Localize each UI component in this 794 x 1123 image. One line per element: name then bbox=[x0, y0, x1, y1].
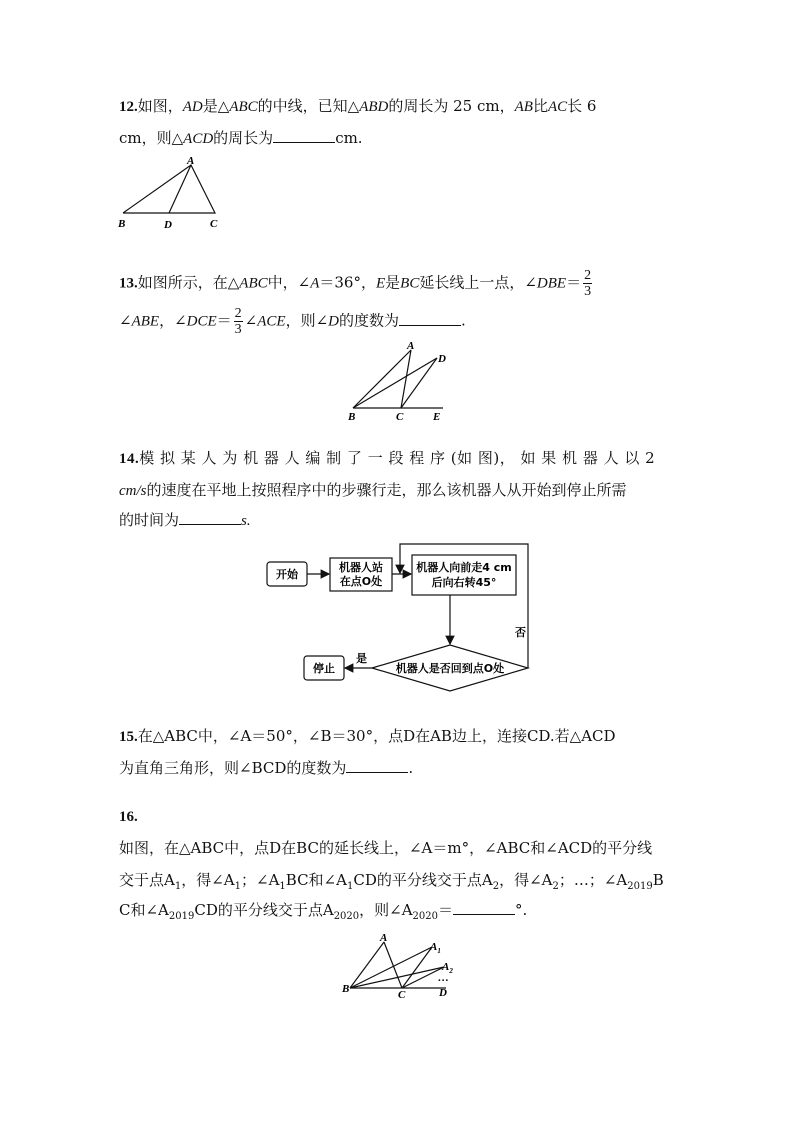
q13-figure bbox=[345, 340, 455, 424]
text: C和∠A bbox=[119, 901, 169, 919]
fraction-two-thirds bbox=[583, 268, 592, 299]
text: 是 bbox=[385, 273, 401, 292]
text: 的时间为 bbox=[119, 511, 180, 529]
label-c: C bbox=[398, 989, 406, 1001]
flow-start-label: 开始 bbox=[276, 568, 298, 581]
text: 是△ bbox=[202, 97, 230, 115]
text: ABC bbox=[229, 99, 258, 115]
subscript: 1 bbox=[279, 881, 286, 892]
flow-no-label: 否 bbox=[515, 626, 526, 639]
text: ，则∠ bbox=[285, 311, 329, 330]
subscript: 2019 bbox=[627, 881, 653, 892]
label-d: D bbox=[438, 353, 446, 365]
numerator: 2 bbox=[234, 306, 242, 321]
text: 交于点A bbox=[119, 871, 175, 889]
q13-line-2 bbox=[119, 306, 466, 337]
text: E bbox=[375, 275, 386, 292]
text: s. bbox=[241, 513, 251, 529]
subscript: 1 bbox=[174, 881, 182, 892]
text: 如图所示，在△ bbox=[137, 273, 240, 292]
text: 的中线，已知△ bbox=[257, 97, 360, 115]
text: cm，则△ bbox=[119, 129, 184, 147]
q13-line-1 bbox=[119, 268, 594, 299]
q15-line-1 bbox=[119, 726, 616, 747]
question-number: 15. bbox=[119, 729, 138, 745]
question-number: 13. bbox=[119, 275, 138, 292]
label-b: B bbox=[118, 218, 126, 230]
text: BC bbox=[400, 275, 420, 292]
segment-ba2 bbox=[350, 967, 444, 988]
label-d: D bbox=[439, 987, 447, 999]
label-c: C bbox=[210, 218, 218, 230]
label-a2: $A_2$ bbox=[442, 961, 453, 975]
flow-yes-label: 是 bbox=[356, 652, 367, 665]
label-a: A bbox=[380, 932, 388, 944]
text: ∠ bbox=[119, 311, 132, 330]
label-a: A bbox=[187, 155, 195, 167]
text: cm/s bbox=[119, 483, 147, 499]
text: 长 6 bbox=[567, 97, 597, 115]
text: CD的平分线交于点A bbox=[353, 871, 493, 889]
label-b: B bbox=[348, 411, 356, 423]
label-b: B bbox=[342, 983, 350, 995]
label-a: A bbox=[407, 340, 415, 352]
q16-line-3 bbox=[119, 900, 527, 927]
flow-stand-line2: 在点O处 bbox=[339, 575, 383, 588]
segment-ba1 bbox=[350, 947, 432, 988]
answer-blank[interactable] bbox=[453, 900, 515, 915]
text: 延长线上一点，∠ bbox=[419, 273, 537, 292]
text: AC bbox=[547, 99, 568, 115]
text: B bbox=[652, 871, 664, 889]
q12-triangle-figure bbox=[115, 155, 225, 235]
q16-line-1 bbox=[119, 838, 652, 858]
question-number: 16. bbox=[119, 809, 138, 825]
text: DBE bbox=[536, 275, 567, 292]
q14-line-2 bbox=[119, 480, 627, 501]
flow-stand-line1: 机器人站 bbox=[339, 561, 383, 574]
text: ；…；∠A bbox=[558, 871, 628, 889]
text: CD的平分线交于点A bbox=[194, 901, 334, 919]
text: A bbox=[310, 275, 320, 292]
subscript: 1 bbox=[234, 881, 241, 892]
q12-line-2 bbox=[119, 128, 363, 149]
text: D bbox=[328, 313, 340, 330]
q14-flowchart bbox=[260, 540, 540, 690]
subscript: 1 bbox=[346, 881, 354, 892]
q14-line-3 bbox=[119, 510, 251, 531]
text: ，∠ bbox=[159, 311, 187, 330]
text: ACE bbox=[257, 313, 286, 330]
text: 如图，在△ABC中，点D在BC的延长线上，∠A＝m°，∠ABC和∠ACD的平分线 bbox=[119, 839, 653, 857]
q16-line-2 bbox=[119, 870, 664, 897]
text: 的速度在平地上按照程序中的步骤行走，那么该机器人从开始到停止所需 bbox=[146, 481, 627, 499]
q15-line-2 bbox=[119, 758, 413, 778]
text: 比 bbox=[532, 97, 548, 115]
q12-line-1 bbox=[119, 96, 596, 117]
text: °. bbox=[515, 901, 528, 919]
label-dots: … bbox=[438, 972, 449, 984]
text: cm. bbox=[335, 129, 363, 147]
triangle-abc bbox=[123, 165, 215, 213]
flow-decision-label: 机器人是否回到点O处 bbox=[395, 662, 505, 675]
segment-ac bbox=[384, 942, 402, 988]
question-number: 14. bbox=[119, 451, 140, 467]
denominator: 3 bbox=[234, 322, 242, 337]
answer-blank[interactable] bbox=[273, 128, 335, 143]
text: ，得∠A bbox=[181, 871, 235, 889]
numerator: 2 bbox=[584, 268, 592, 283]
text: . bbox=[461, 311, 466, 330]
answer-blank[interactable] bbox=[399, 311, 461, 326]
flow-move-line1: 机器人向前走4 cm bbox=[416, 561, 512, 574]
text: ＝36°， bbox=[319, 273, 376, 292]
subscript: 2020 bbox=[412, 911, 438, 922]
text: ACD bbox=[183, 131, 214, 147]
text: . bbox=[408, 759, 414, 777]
text: ，则∠A bbox=[359, 901, 413, 919]
segment-ca1 bbox=[402, 947, 432, 988]
fraction-two-thirds bbox=[234, 306, 243, 337]
subscript: 2020 bbox=[333, 911, 360, 922]
text: ，得∠A bbox=[499, 871, 553, 889]
subscript: 2 bbox=[552, 881, 559, 892]
text: ∠ bbox=[244, 311, 258, 330]
answer-blank[interactable] bbox=[346, 758, 408, 773]
label-e: E bbox=[433, 411, 441, 423]
q16-number bbox=[119, 806, 138, 827]
text: ABE bbox=[131, 313, 160, 330]
text: 为直角三角形，则∠BCD的度数为 bbox=[119, 759, 347, 777]
subscript: 2019 bbox=[168, 911, 195, 922]
text: 的周长为 25 cm， bbox=[388, 97, 515, 115]
label-a1: $A_1$ bbox=[430, 941, 441, 955]
segment-cd bbox=[401, 358, 437, 408]
text: ＝ bbox=[216, 311, 232, 330]
question-number: 12. bbox=[119, 99, 138, 115]
text: AD bbox=[182, 99, 203, 115]
text: BC和∠A bbox=[285, 871, 347, 889]
text: 在△ABC中，∠A＝50°，∠B＝30°，点D在AB边上，连接CD.若△ACD bbox=[137, 727, 616, 745]
text: ；∠A bbox=[241, 871, 280, 889]
flow-move-line2: 后向右转45° bbox=[431, 576, 497, 589]
denominator: 3 bbox=[584, 284, 592, 299]
text: 的度数为 bbox=[339, 311, 400, 330]
text: ABD bbox=[359, 99, 389, 115]
answer-blank[interactable] bbox=[179, 510, 241, 525]
q16-figure bbox=[340, 930, 460, 1002]
q14-line-1 bbox=[119, 448, 655, 469]
text: AB bbox=[514, 99, 533, 115]
text: 中，∠ bbox=[267, 273, 311, 292]
text: ABC bbox=[239, 275, 268, 292]
text: 的周长为 bbox=[213, 129, 274, 147]
text: ＝ bbox=[566, 273, 582, 292]
text: ＝ bbox=[438, 901, 454, 919]
label-d: D bbox=[164, 219, 172, 231]
text: DCE bbox=[186, 313, 217, 330]
text: 模 拟 某 人 为 机 器 人 编 制 了 一 段 程 序 (如 图)， 如 果 机 器 人 以 2 bbox=[139, 449, 656, 467]
flow-stop-label: 停止 bbox=[313, 662, 335, 675]
label-c: C bbox=[396, 411, 404, 423]
text: 如图， bbox=[137, 97, 183, 115]
subscript: 2 bbox=[492, 881, 500, 892]
